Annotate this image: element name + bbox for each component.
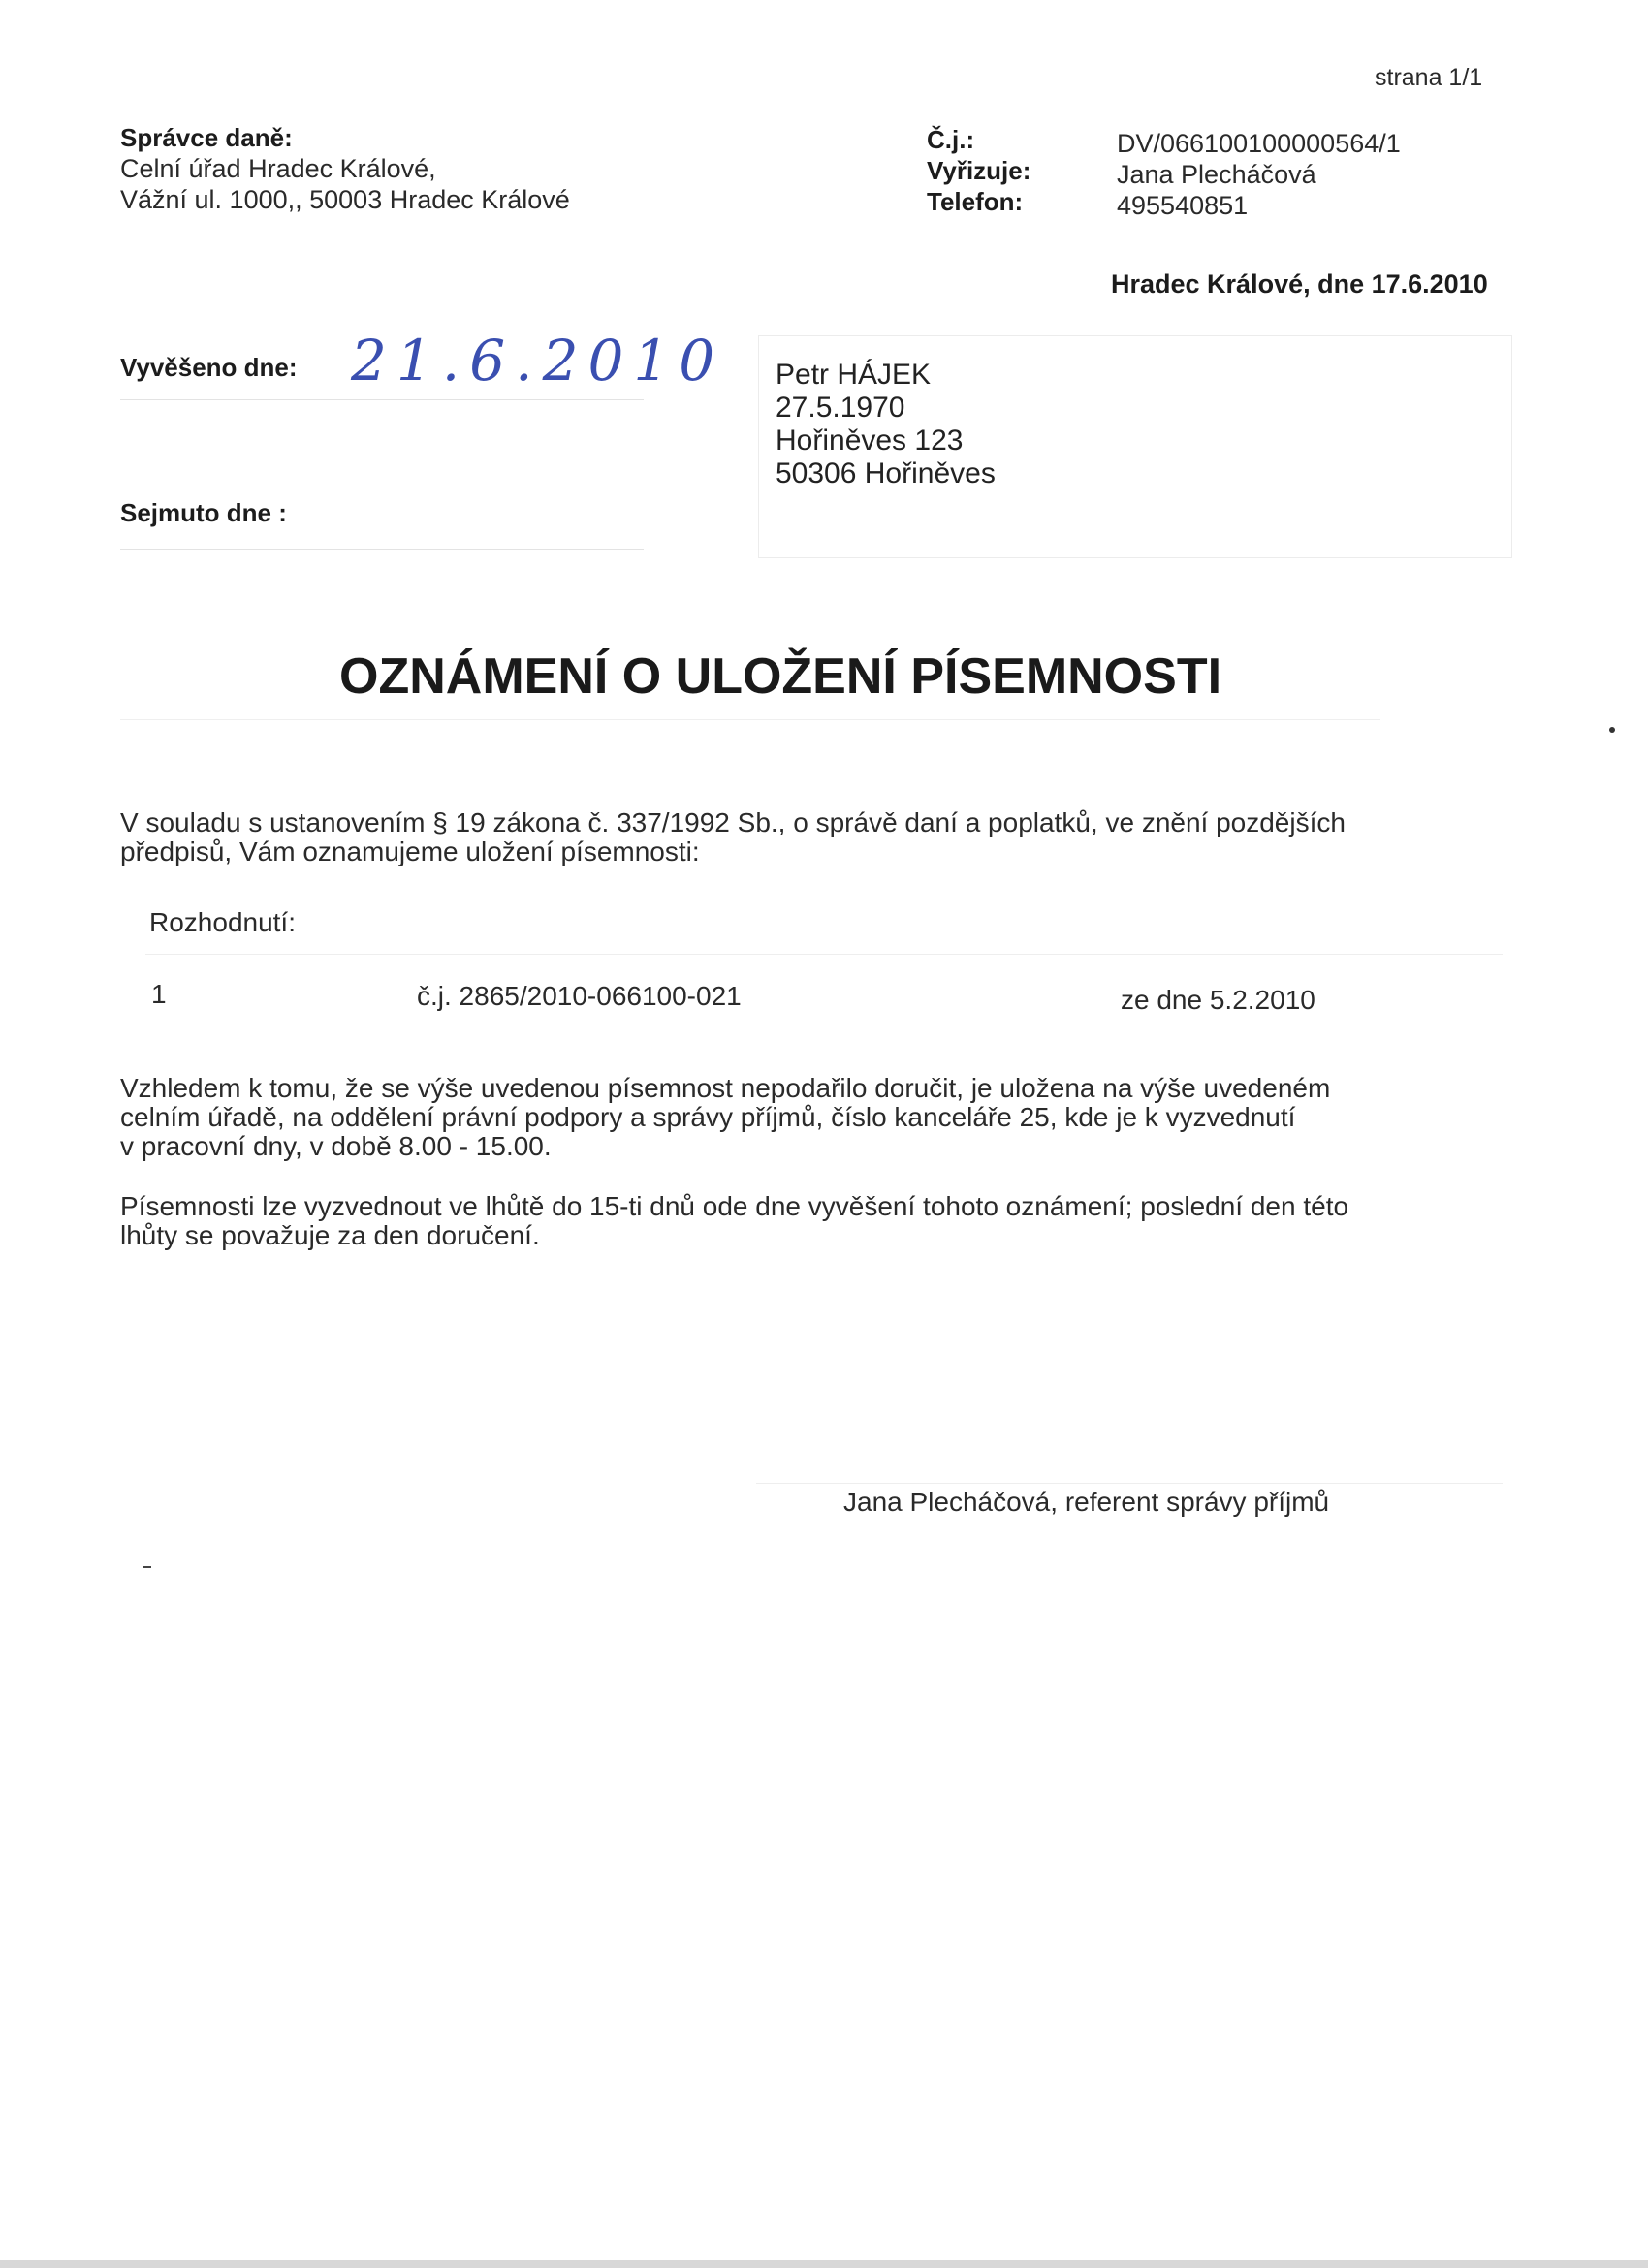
recipient-name: Petr HÁJEK <box>776 359 932 391</box>
pickup-deadline-line2: lhůty se považuje za den doručení. <box>120 1220 540 1250</box>
recipient-address <box>776 359 996 490</box>
pickup-deadline-paragraph <box>120 1192 1348 1250</box>
signature-divider <box>756 1483 1503 1484</box>
scan-speck <box>1609 727 1615 733</box>
scan-mark <box>143 1566 151 1568</box>
page-number: strana 1/1 <box>1375 64 1483 91</box>
intro-paragraph <box>120 808 1346 866</box>
phone-label: Telefon: <box>927 187 1024 216</box>
reference-labels <box>927 124 1030 217</box>
decision-date: ze dne 5.2.2010 <box>1121 985 1315 1015</box>
handler-value: Jana Plecháčová <box>1117 160 1316 189</box>
posted-divider <box>120 399 644 400</box>
posted-handwritten-date: 21.6.2010 <box>351 328 725 394</box>
decision-divider <box>145 954 1503 955</box>
pickup-location-paragraph <box>120 1074 1330 1161</box>
place-and-date: Hradec Králové, dne 17.6.2010 <box>1111 269 1488 299</box>
decision-reference-number: č.j. 2865/2010-066100-021 <box>417 981 742 1011</box>
scan-bottom-edge <box>0 2260 1648 2268</box>
removed-divider <box>120 549 644 550</box>
decision-label: Rozhodnutí: <box>149 907 296 937</box>
phone-value: 495540851 <box>1117 191 1249 220</box>
reference-number-value: DV/066100100000564/1 <box>1117 129 1401 158</box>
reference-values <box>1117 128 1401 221</box>
recipient-birth-date: 27.5.1970 <box>776 392 905 424</box>
tax-administrator-line1: Celní úřad Hradec Králové, <box>120 154 436 183</box>
intro-line1: V souladu s ustanovením § 19 zákona č. 337/1992 Sb., o správě daní a poplatků, ve znění pozdějších <box>120 807 1346 837</box>
recipient-street: Hořiněves 123 <box>776 425 964 457</box>
pickup-deadline-line1: Písemnosti lze vyzvednout ve lhůtě do 15-ti dnů ode dne vyvěšení tohoto oznámení; poslední den této <box>120 1191 1349 1221</box>
recipient-city: 50306 Hořiněves <box>776 457 996 489</box>
pickup-location-line2: celním úřadě, na oddělení právní podpory a správy příjmů, číslo kanceláře 25, kde je k vyzvednutí <box>120 1102 1296 1132</box>
reference-number-label: Č.j.: <box>927 125 975 154</box>
handler-label: Vyřizuje: <box>927 156 1031 185</box>
document-title: OZNÁMENÍ O ULOŽENÍ PÍSEMNOSTI <box>339 648 1222 705</box>
title-divider <box>120 719 1380 720</box>
intro-line2: předpisů, Vám oznamujeme uložení písemnosti: <box>120 836 700 866</box>
signature-line: Jana Plecháčová, referent správy příjmů <box>843 1487 1330 1517</box>
tax-administrator-block <box>120 122 570 215</box>
pickup-location-line1: Vzhledem k tomu, že se výše uvedenou písemnost nepodařilo doručit, je uložena na výše uvedeném <box>120 1073 1331 1103</box>
removed-label: Sejmuto dne : <box>120 498 287 527</box>
tax-administrator-heading: Správce daně: <box>120 123 293 152</box>
tax-administrator-line2: Vážní ul. 1000,, 50003 Hradec Králové <box>120 185 570 214</box>
posted-label: Vyvěšeno dne: <box>120 353 298 382</box>
pickup-location-line3: v pracovní dny, v době 8.00 - 15.00. <box>120 1131 552 1161</box>
decision-item-number: 1 <box>151 979 167 1009</box>
